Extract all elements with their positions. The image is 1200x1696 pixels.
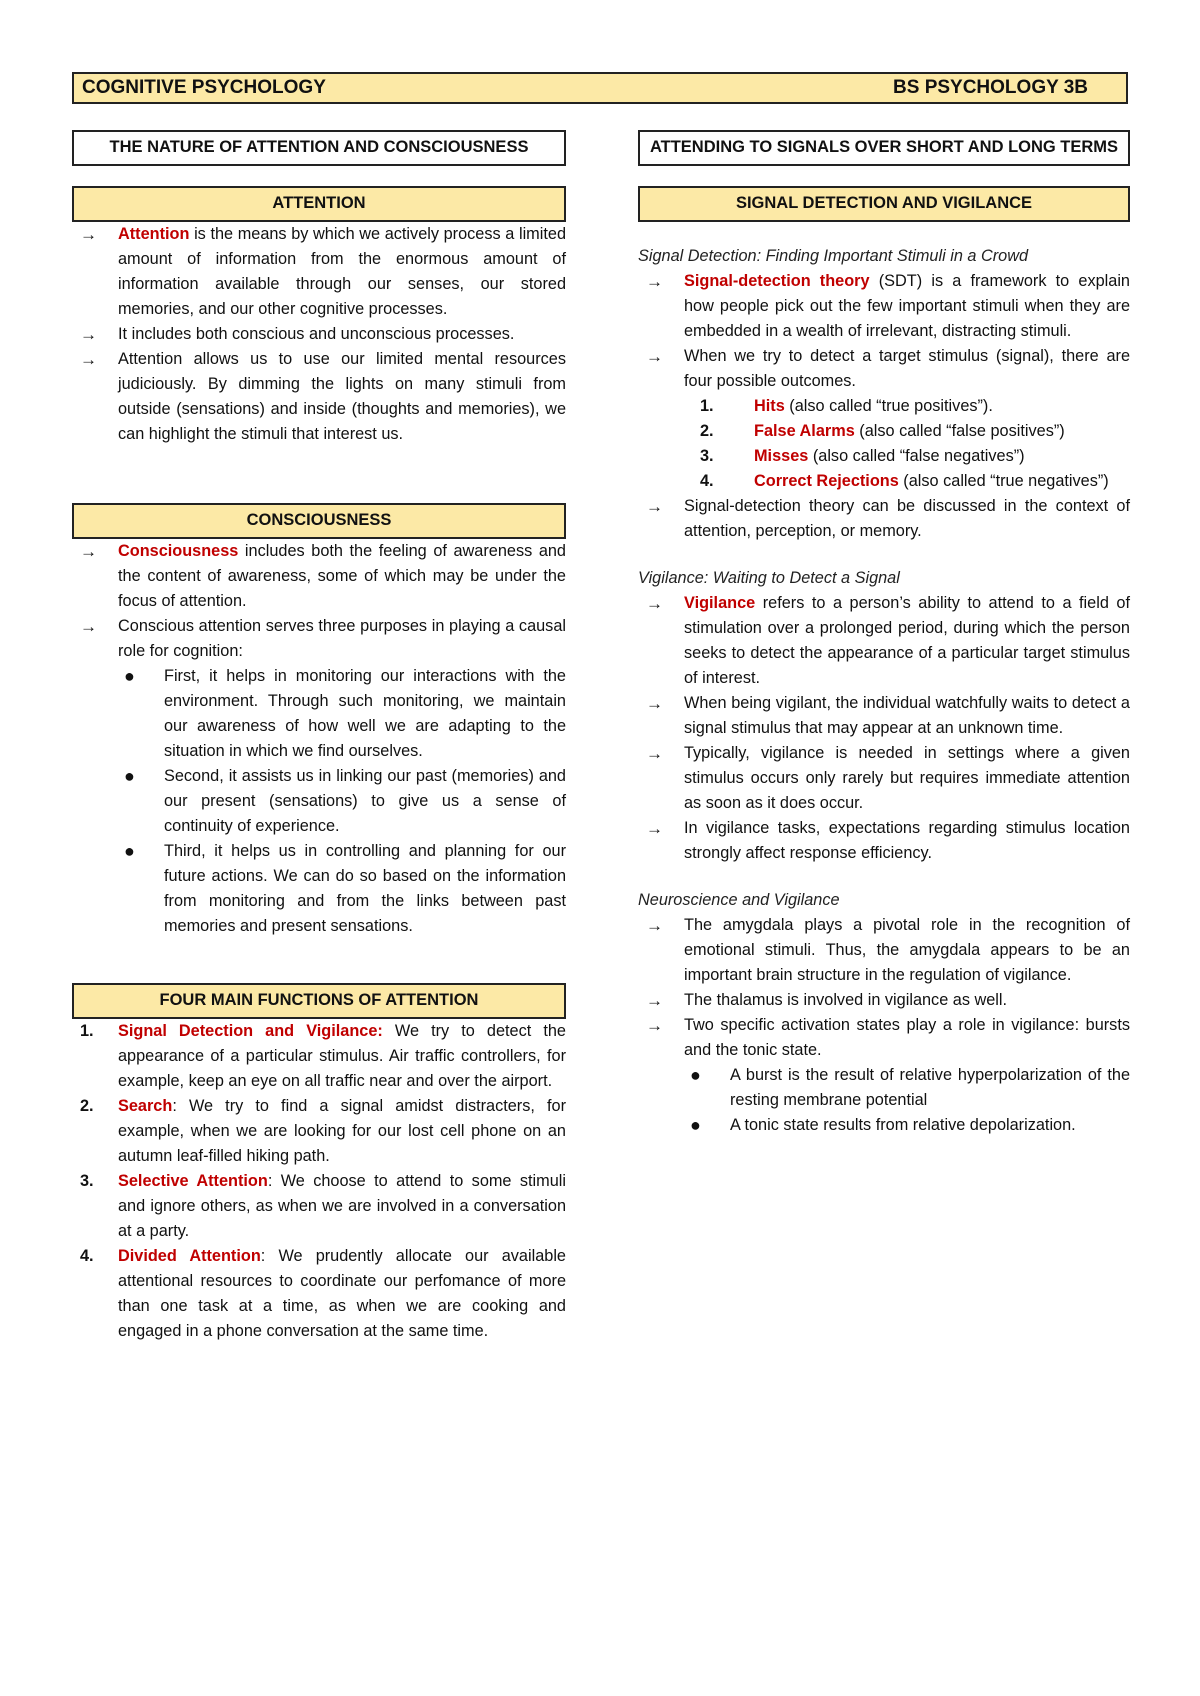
arrow-icon: → — [646, 1015, 663, 1035]
signal-detection-subheading: Signal Detection: Finding Important Stimuli in a Crowd — [638, 246, 1029, 265]
consciousness-list — [72, 539, 566, 664]
list-item: → Typically, vigilance is needed in settings where a given stimulus occurs only rarely but requires immediate attention as soon as it does occur. — [638, 741, 1130, 816]
list-item: → Vigilance refers to a person’s ability to attend to a field of stimulation over a prolonged period, during which the person seeks to detect the appearance of a particular target stimulus of interest. — [638, 591, 1130, 691]
arrow-icon: → — [80, 224, 97, 244]
neuroscience-subheading: Neuroscience and Vigilance — [638, 890, 840, 909]
list-item: ● A burst is the result of relative hyperpolarization of the resting membrane potential — [690, 1064, 1130, 1109]
neuro-bullets — [638, 1063, 1130, 1138]
list-item: → Signal-detection theory can be discussed in the context of attention, perception, or memory. — [638, 494, 1130, 544]
arrow-icon: → — [646, 818, 663, 838]
bullet-icon: ● — [690, 1114, 701, 1135]
bullet-icon: ● — [124, 765, 135, 786]
list-item: 1. Hits (also called “true positives”). — [700, 396, 993, 415]
signal-list-end — [638, 494, 1130, 544]
neuro-list — [638, 913, 1130, 1063]
arrow-icon: → — [646, 990, 663, 1010]
signal-vigilance-heading: SIGNAL DETECTION AND VIGILANCE — [638, 186, 1130, 222]
list-item: → In vigilance tasks, expectations regarding stimulus location strongly affect response efficiency. — [638, 816, 1130, 866]
vigilance-subheading: Vigilance: Waiting to Detect a Signal — [638, 568, 900, 587]
arrow-icon: → — [646, 496, 663, 516]
list-item: 1. Signal Detection and Vigilance: We try to detect the appearance of a particular stimulus. Air traffic controllers, for example, keep an eye on all traffic near and over the airport. — [80, 1021, 566, 1090]
list-item: 2. False Alarms (also called “false positives”) — [700, 421, 1065, 440]
list-item: 2. Search: We try to find a signal amidst distracters, for example, when we are looking for our lost cell phone on an autumn leaf-filled hiking path. — [80, 1096, 566, 1165]
left-main-title: THE NATURE OF ATTENTION AND CONSCIOUSNESS — [72, 130, 566, 166]
bullet-icon: ● — [690, 1064, 701, 1085]
consciousness-bullets — [72, 664, 566, 939]
list-item: 3. Misses (also called “false negatives”) — [700, 446, 1025, 465]
right-main-title: ATTENDING TO SIGNALS OVER SHORT AND LONG TERMS — [638, 130, 1130, 166]
bullet-icon: ● — [124, 840, 135, 861]
list-item: 4. Divided Attention: We prudently allocate our available attentional resources to coordinate our perfomance of more than one task at a time, as when we are cooking and engaged in a phone conversation at the same time. — [80, 1246, 566, 1340]
list-item: → Conscious attention serves three purposes in playing a causal role for cognition: — [72, 614, 566, 664]
arrow-icon: → — [80, 349, 97, 369]
list-item: → Consciousness includes both the feeling of awareness and the content of awareness, some of which may be under the focus of attention. — [72, 539, 566, 614]
arrow-icon: → — [80, 541, 97, 561]
consciousness-heading: CONSCIOUSNESS — [72, 503, 566, 539]
vigilance-list — [638, 591, 1130, 866]
list-item: → When we try to detect a target stimulus (signal), there are four possible outcomes. — [638, 344, 1130, 394]
document-header — [72, 72, 1128, 104]
arrow-icon: → — [646, 593, 663, 613]
arrow-icon: → — [646, 915, 663, 935]
attention-heading: ATTENTION — [72, 186, 566, 222]
list-item: ● Second, it assists us in linking our past (memories) and our present (sensations) to give us a sense of continuity of experience. — [124, 765, 566, 835]
list-item: → Attention is the means by which we actively process a limited amount of information from the enormous amount of information available through our senses, our stored memories, and our other cognitive processes. — [72, 222, 566, 322]
list-item: → It includes both conscious and unconscious processes. — [72, 322, 566, 347]
functions-list — [72, 1019, 566, 1344]
arrow-icon: → — [80, 616, 97, 636]
arrow-icon: → — [646, 346, 663, 366]
list-item: → When being vigilant, the individual watchfully waits to detect a signal stimulus that may appear at an unknown time. — [638, 691, 1130, 741]
list-item: → Two specific activation states play a role in vigilance: bursts and the tonic state. — [638, 1013, 1130, 1063]
outcomes-list — [638, 394, 1130, 494]
signal-list — [638, 269, 1130, 394]
list-item: → The amygdala plays a pivotal role in the recognition of emotional stimuli. Thus, the amygdala appears to be an important brain structure in the regulation of vigilance. — [638, 913, 1130, 988]
right-column — [638, 130, 1130, 1138]
arrow-icon: → — [646, 271, 663, 291]
list-item: → The thalamus is involved in vigilance as well. — [638, 988, 1130, 1013]
list-item: ● A tonic state results from relative depolarization. — [638, 1113, 1130, 1138]
list-item: → Signal-detection theory (SDT) is a framework to explain how people pick out the few important stimuli when they are embedded in a wealth of irrelevant, distracting stimuli. — [638, 269, 1130, 344]
functions-heading: FOUR MAIN FUNCTIONS OF ATTENTION — [72, 983, 566, 1019]
list-item: ● First, it helps in monitoring our interactions with the environment. Through such monitoring, we maintain our awareness of how well we are adapting to the situation in which we find ourselves. — [124, 665, 566, 760]
bullet-icon: ● — [124, 665, 135, 686]
class-label: BS PSYCHOLOGY 3B — [893, 77, 1088, 98]
arrow-icon: → — [80, 324, 97, 344]
list-item: ● Third, it helps us in controlling and planning for our future actions. We can do so based on the information from monitoring and from the links between past memories and present sensations. — [124, 840, 566, 935]
left-column — [72, 130, 566, 1344]
list-item: 4. Correct Rejections (also called “true negatives”) — [700, 471, 1109, 490]
list-item: 3. Selective Attention: We choose to attend to some stimuli and ignore others, as when we are involved in a conversation at a party. — [80, 1171, 567, 1240]
arrow-icon: → — [646, 743, 663, 763]
attention-list — [72, 222, 566, 447]
course-title: COGNITIVE PSYCHOLOGY — [82, 77, 326, 98]
list-item: → Attention allows us to use our limited mental resources judiciously. By dimming the lights on many stimuli from outside (sensations) and inside (thoughts and memories), we can highlight the stimuli that interest us. — [72, 347, 566, 447]
arrow-icon: → — [646, 693, 663, 713]
